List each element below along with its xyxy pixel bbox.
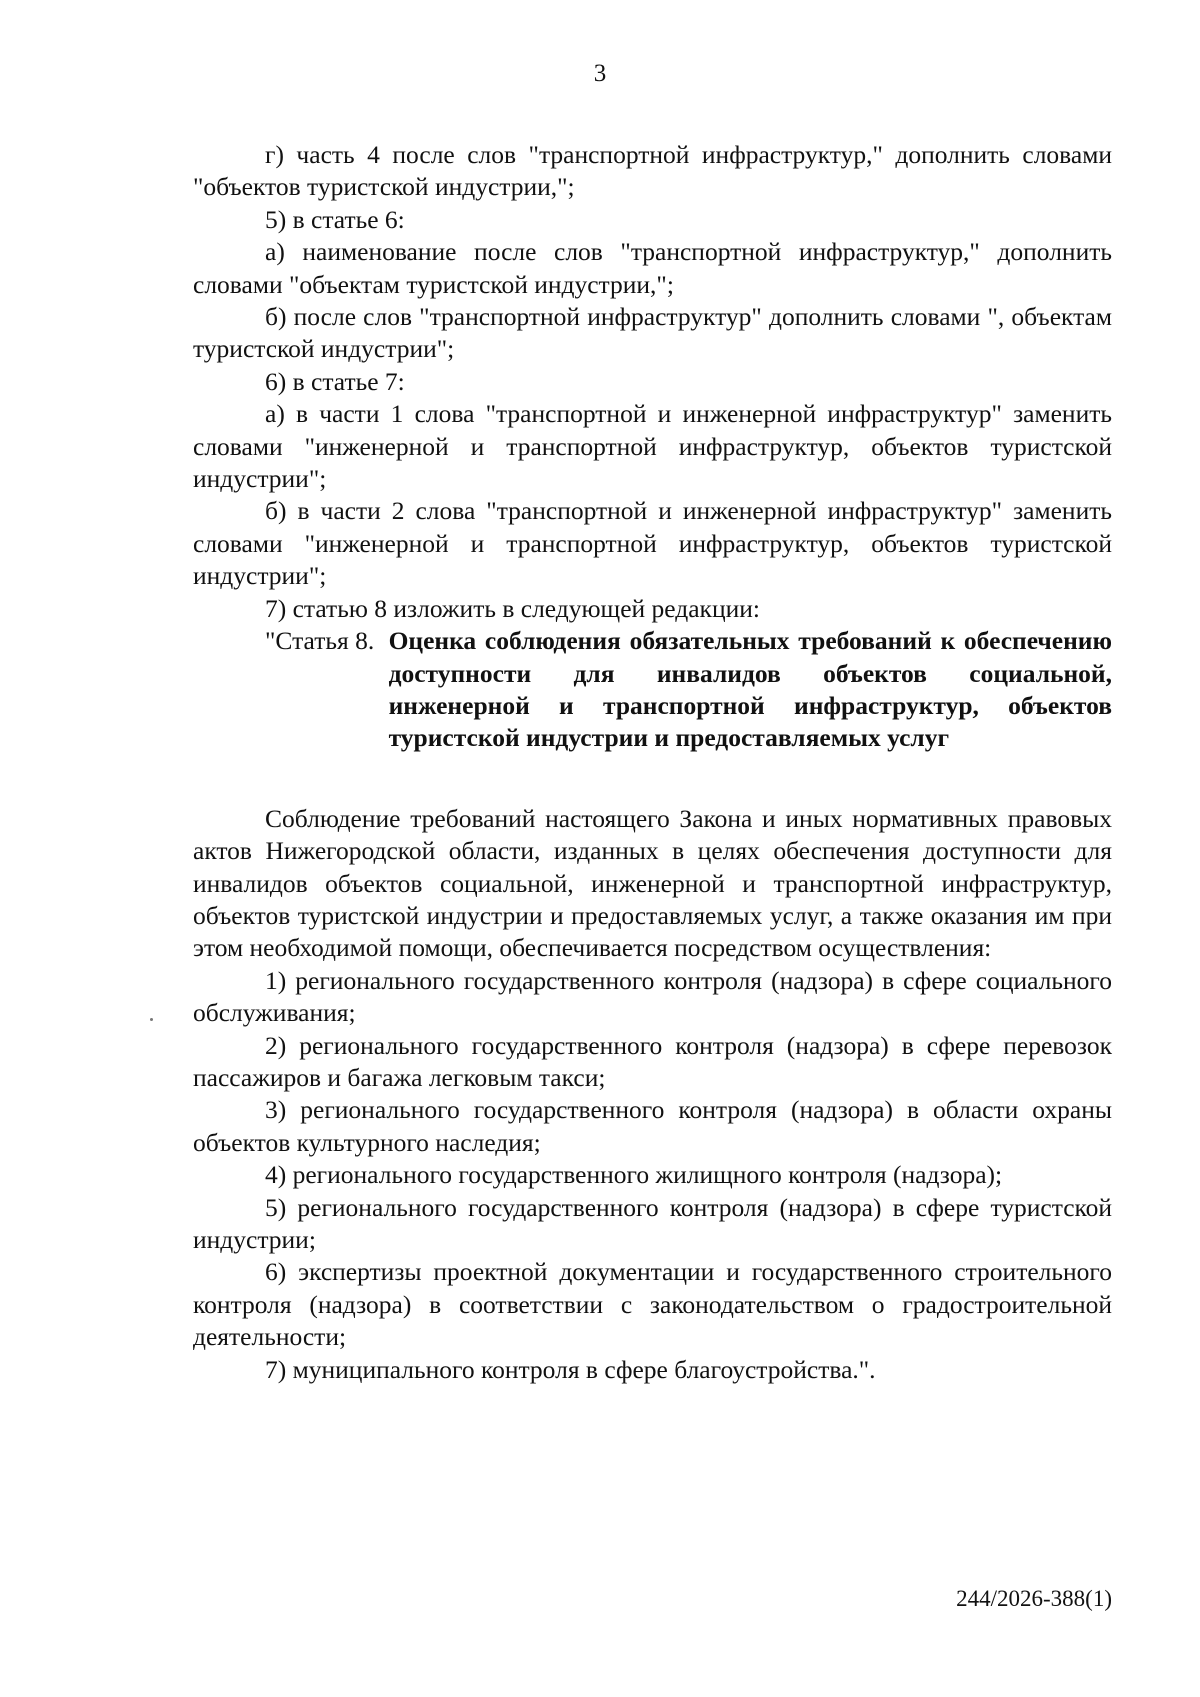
- paragraph: 7) муниципального контроля в сфере благоустройства.".: [265, 1354, 876, 1384]
- paragraph: 7) статью 8 изложить в следующей редакции:: [265, 593, 760, 623]
- paragraph: 5) регионального государственного контроля (надзора) в сфере туристской индустрии;: [193, 1192, 1112, 1254]
- paragraph: 6) в статье 7:: [265, 366, 405, 396]
- paragraph: а) наименование после слов "транспортной инфраструктур," дополнить словами "объектам туристской индустрии,";: [193, 237, 1112, 299]
- section-spacer: [193, 755, 1112, 803]
- paragraph: 5) в статье 6:: [265, 204, 405, 234]
- paragraph: г) часть 4 после слов "транспортной инфраструктур," дополнить словами "объектов туристской индустрии,";: [193, 140, 1112, 202]
- paragraph: 1) регионального государственного контроля (надзора) в сфере социального обслуживания;: [193, 965, 1112, 1028]
- document-code: 244/2026-388(1): [956, 1586, 1112, 1611]
- article-heading: [193, 625, 1112, 755]
- article-title: Оценка соблюдения обязательных требований к обеспечению доступности для инвалидов объектов социальной, инженерной и транспортной инфраструктур, объектов туристской индустрии и предоставляемых услуг: [388, 626, 1112, 753]
- paragraph: б) в части 2 слова "транспортной и инженерной инфраструктур" заменить словами "инженерной и транспортной инфраструктур, объектов туристской индустрии";: [193, 496, 1112, 591]
- paragraph: 4) регионального государственного жилищного контроля (надзора);: [265, 1160, 1003, 1190]
- paragraph: б) после слов "транспортной инфраструктур" дополнить словами ", объектам туристской индустрии";: [193, 302, 1112, 364]
- amendments-list: [193, 139, 1112, 625]
- paragraph: 6) экспертизы проектной документации и государственного строительного контроля (надзора) в соответствии с законодательством о градостроительной деятельности;: [193, 1257, 1112, 1352]
- paragraph: а) в части 1 слова "транспортной и инженерной инфраструктур" заменить словами "инженерной и транспортной инфраструктур, объектов туристской индустрии";: [193, 399, 1112, 494]
- paragraph: 3) регионального государственного контроля (надзора) в области охраны объектов культурного наследия;: [193, 1095, 1112, 1157]
- paragraph: 2) регионального государственного контроля (надзора) в сфере перевозок пассажиров и багажа легковым такси;: [193, 1030, 1112, 1092]
- article-body: [193, 803, 1112, 1386]
- paragraph: Соблюдение требований настоящего Закона и иных нормативных правовых актов Нижегородской области, изданных в целях обеспечения доступности для инвалидов объектов социальной, инженерной и транспортной инфраструктур, объектов туристской индустрии и предоставляемых услуг, а также оказания им при этом необходимой помощи, обеспечивается посредством осуществления:: [193, 803, 1112, 963]
- document-body: [193, 139, 1112, 1386]
- article-label: "Статья 8.: [265, 626, 381, 656]
- scan-speck: [150, 1018, 153, 1021]
- page-number: 3: [593, 60, 607, 87]
